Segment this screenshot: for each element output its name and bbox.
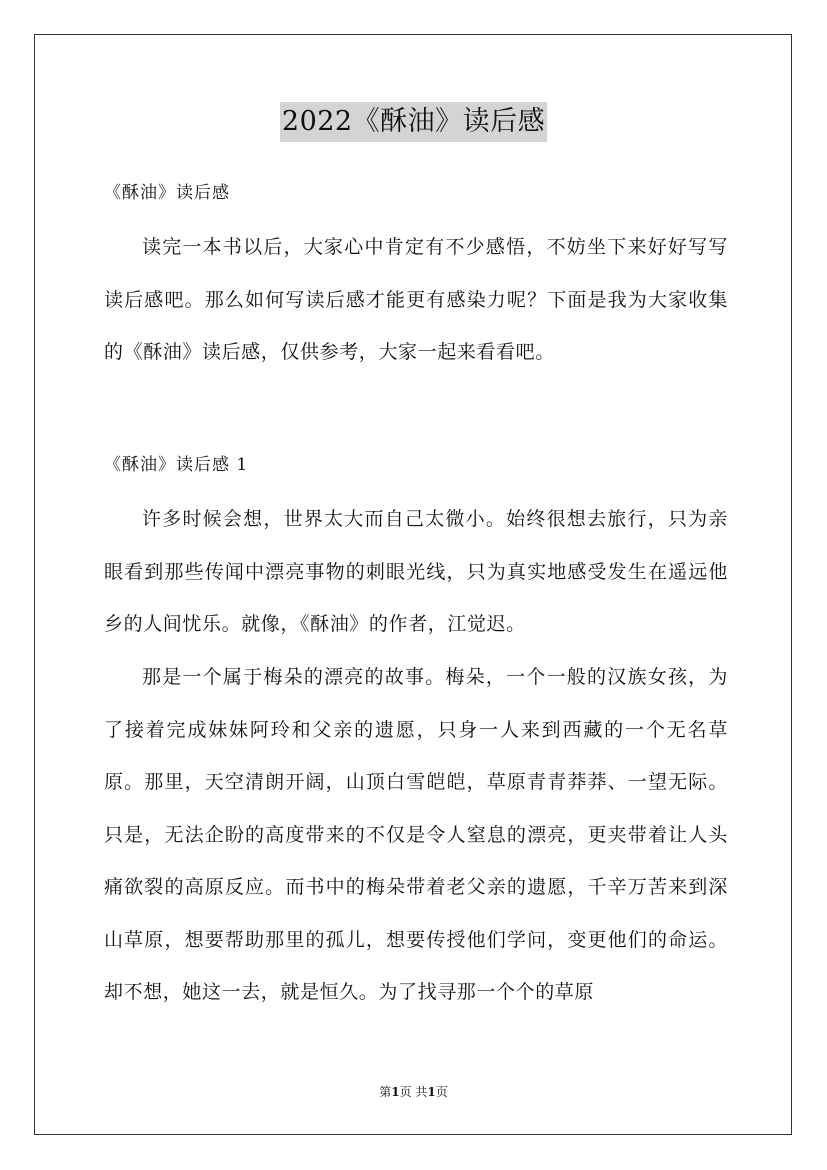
section-heading: 《酥油》读后感 1	[104, 455, 249, 475]
footer-page-prefix: 第	[379, 1085, 392, 1099]
intro-paragraph: 读完一本书以后，大家心中肯定有不少感悟，不妨坐下来好好写写读后感吧。那么如何写读后感才能更有感染力呢？下面是我为大家收集的《酥油》读后感，仅供参考，大家一起来看看吧。	[104, 236, 728, 363]
title-container	[0, 102, 827, 142]
section-paragraph-1: 许多时候会想，世界太大而自己太微小。始终很想去旅行，只为亲眼看到那些传闻中漂亮事物的刺眼光线，只为真实地感受发生在遥远他乡的人间忧乐。就像，《酥油》的作者，江觉迟。	[104, 508, 728, 635]
footer-page-suffix: 页	[435, 1085, 448, 1099]
footer-page-total: 1	[427, 1085, 436, 1099]
document-title: 2022《酥油》读后感	[280, 102, 547, 142]
footer-page-number: 1	[391, 1085, 400, 1099]
document-subtitle: 《酥油》读后感	[104, 183, 230, 203]
page-footer	[0, 1084, 827, 1100]
footer-page-mid: 页 共	[399, 1085, 428, 1099]
section-paragraph-2: 那是一个属于梅朵的漂亮的故事。梅朵，一个一般的汉族女孩，为了接着完成妹妹阿玲和父亲的遗愿，只身一人来到西藏的一个无名草原。那里，天空清朗开阔，山顶白雪皑皑，草原青青莽莽、一望无际。只是，无法企盼的高度带来的不仅是令人窒息的漂亮，更夹带着让人头痛欲裂的高原反应。而书中的梅朵带着老父亲的遗愿，千辛万苦来到深山草原，想要帮助那里的孤儿，想要传授他们学问，变更他们的命运。却不想，她这一去，就是恒久。为了找寻那一个个的草原	[104, 666, 728, 1003]
